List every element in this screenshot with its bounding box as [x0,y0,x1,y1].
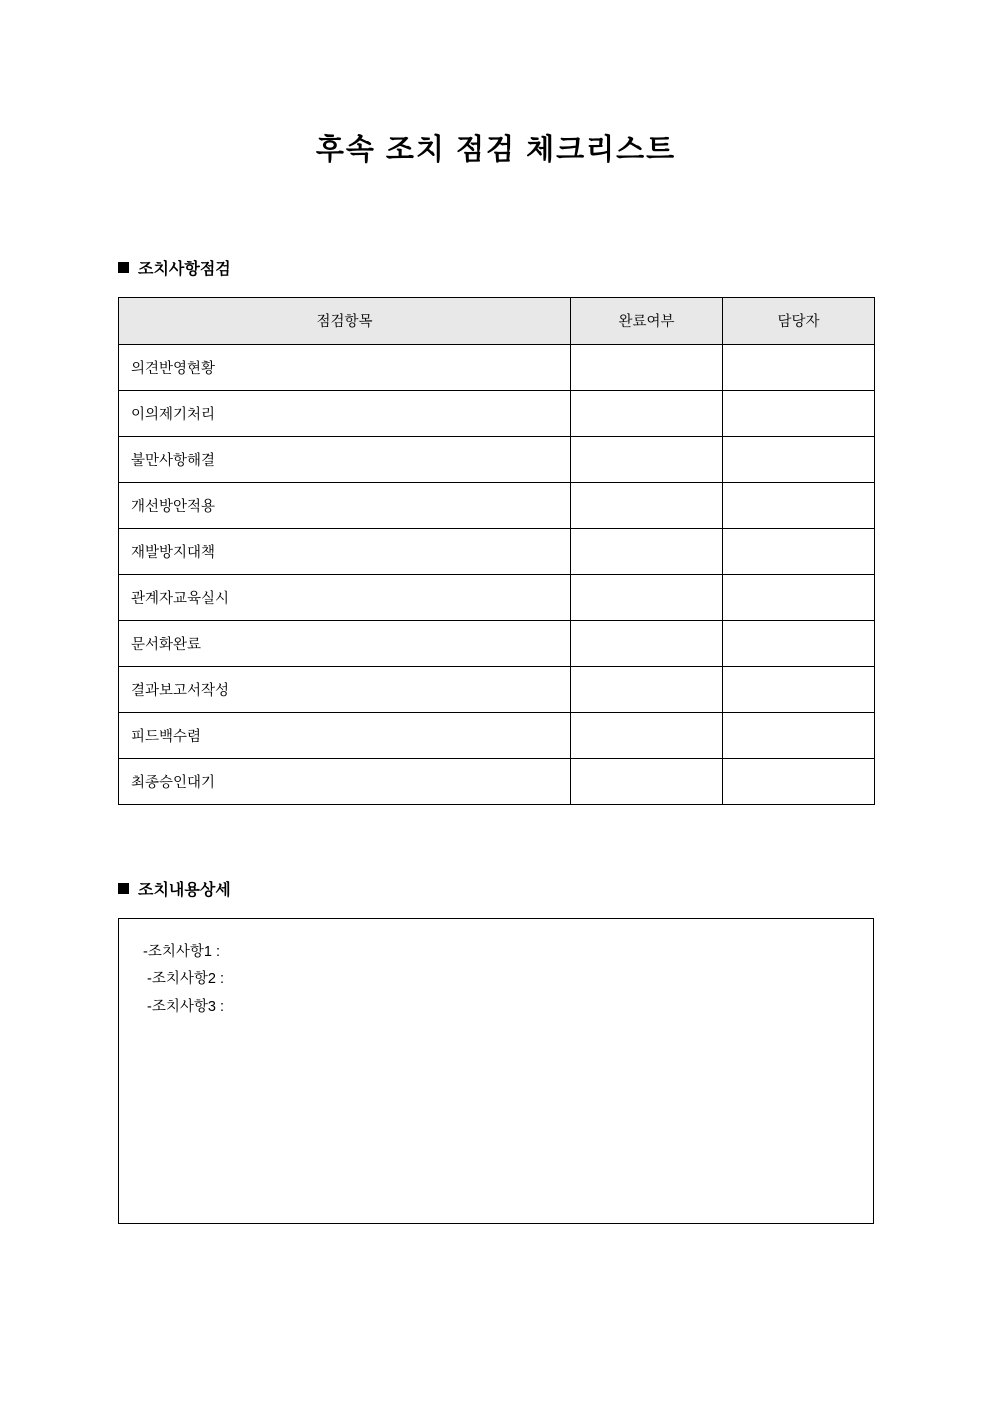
cell-owner[interactable] [723,666,875,712]
cell-owner[interactable] [723,758,875,804]
cell-done[interactable] [571,528,723,574]
column-header-owner: 담당자 [723,297,875,344]
detail-line: -조치사항1 : [139,943,221,960]
table-row [119,712,875,758]
table-row [119,666,875,712]
cell-done[interactable] [571,482,723,528]
square-bullet-icon [118,262,129,273]
table-row [119,574,875,620]
detail-line: -조치사항3 : [139,998,225,1015]
section-heading-checklist [0,256,992,279]
cell-item: 개선방안적용 [119,482,571,528]
cell-done[interactable] [571,712,723,758]
cell-done[interactable] [571,574,723,620]
cell-done[interactable] [571,390,723,436]
table-header [119,297,875,344]
cell-owner[interactable] [723,344,875,390]
table-body [119,344,875,804]
cell-item: 의견반영현황 [119,344,571,390]
page-title: 후속 조치 점검 체크리스트 [315,134,677,166]
cell-done[interactable] [571,666,723,712]
column-header-done: 완료여부 [571,297,723,344]
cell-item: 문서화완료 [119,620,571,666]
cell-done[interactable] [571,620,723,666]
table-row [119,758,875,804]
checklist-table [118,297,875,805]
cell-owner[interactable] [723,436,875,482]
cell-done[interactable] [571,436,723,482]
section-heading-detail-label: 조치내용상세 [138,881,231,899]
table-header-row [119,297,875,344]
section-heading-checklist-label: 조치사항점검 [138,260,231,278]
cell-done[interactable] [571,344,723,390]
cell-item: 최종승인대기 [119,758,571,804]
cell-owner[interactable] [723,574,875,620]
cell-item: 불만사항해결 [119,436,571,482]
cell-owner[interactable] [723,620,875,666]
column-header-item: 점검항목 [119,297,571,344]
table-row [119,390,875,436]
cell-item: 재발방지대책 [119,528,571,574]
cell-owner[interactable] [723,712,875,758]
table-row [119,528,875,574]
cell-owner[interactable] [723,390,875,436]
section-heading-detail [0,877,992,900]
cell-item: 결과보고서작성 [119,666,571,712]
cell-item: 피드백수렴 [119,712,571,758]
detail-line: -조치사항2 : [139,971,225,988]
cell-done[interactable] [571,758,723,804]
table-row [119,620,875,666]
cell-owner[interactable] [723,482,875,528]
cell-item: 관계자교육실시 [119,574,571,620]
detail-textarea[interactable] [118,918,874,1224]
table-row [119,344,875,390]
table-row [119,436,875,482]
cell-item: 이의제기처리 [119,390,571,436]
square-bullet-icon [118,883,129,894]
table-row [119,482,875,528]
cell-owner[interactable] [723,528,875,574]
